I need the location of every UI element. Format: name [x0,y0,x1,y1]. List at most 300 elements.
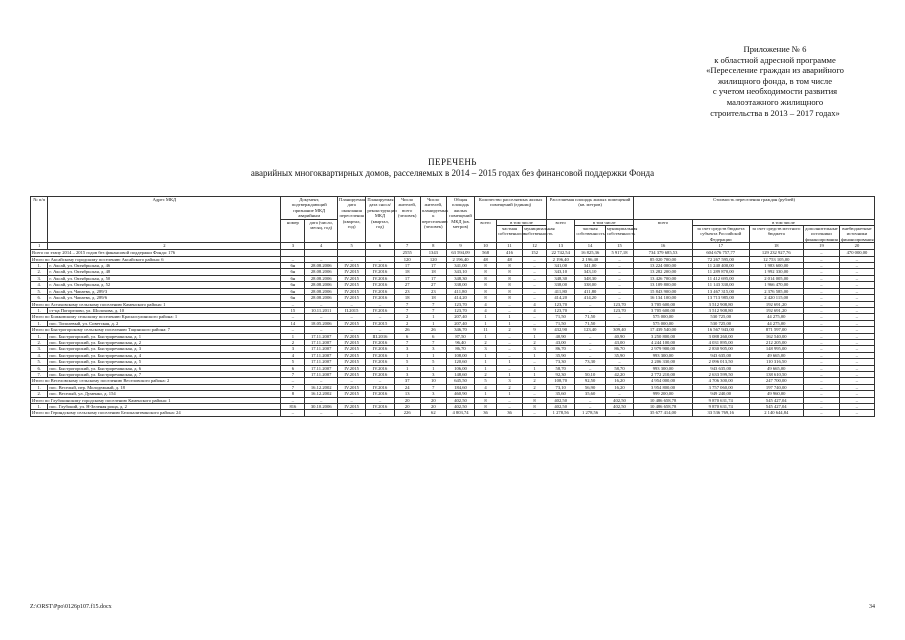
table-cell: 17.11.2007 [305,339,338,345]
table-cell: 15 [281,307,305,313]
table-cell: 7 [420,384,446,390]
table-cell: 6н [281,263,305,269]
table-cell: 402,50 [446,404,474,410]
col-header-document: Документ, подтверждающий признание МКД аварийным [281,197,338,220]
col-header-plan-demolition: Планируемая дата сноса/реконструкции МКД (квартал, год) [366,197,394,243]
table-cell: 13 467 315,00 [692,288,749,294]
table-cell: 4 [475,301,497,307]
table-cell: 18 [420,269,446,275]
table-cell: 8 [475,397,497,403]
table-cell: 6н [281,275,305,281]
table-cell: 993 300,00 [634,352,693,358]
table-cell: 3 [420,391,446,397]
table-cell: 1 [475,365,497,371]
table-cell: 9 870 631,74 [692,397,749,403]
table-cell: IV.2016 [366,282,394,288]
table-cell: пос. Быстрогорский, ул. Быстроречинская, д. 3 [48,346,281,352]
table-cell: 4 031 895,00 [692,339,749,345]
column-number: 11 [496,243,522,250]
table-cell: 120 [420,256,446,262]
table-cell: 470 000,00 [839,250,874,256]
table-cell: 3 [420,346,446,352]
table-cell: IV.2016 [366,391,394,397]
table-cell: 7 [420,339,446,345]
table-cell: 16 825,36 [575,250,605,256]
table-cell: 11 [475,327,497,333]
column-number: 13 [547,243,575,250]
table-cell: 207,40 [446,320,474,326]
table-cell: 11 240 400,00 [692,263,749,269]
table-cell: – [575,397,605,403]
table-cell: 6н [281,282,305,288]
table-cell: 87,50 [446,333,474,339]
table-cell: 3. [31,275,48,281]
column-number: 15 [605,243,633,250]
table-cell: 414,20 [575,295,605,301]
table-cell: – [366,327,394,333]
table-cell: 24 [394,384,420,390]
subtotal-label: Итого по Веселовскому сельскому поселению Веселовского района: 2 [31,378,281,384]
table-cell: III.2016 [366,333,394,339]
table-cell: – [803,275,839,281]
column-number: 5 [338,243,366,250]
table-cell: ст-ца Погорелово, ул. Шолохова, д. 10 [48,307,281,313]
table-cell: 28.08.2006 [305,263,338,269]
table-cell: 8 [475,263,497,269]
table-cell: 226 [394,410,420,416]
table-cell: 460,90 [446,391,474,397]
col-header-address: Адрес МКД [48,197,281,243]
table-cell: 8 [496,269,522,275]
table-cell: 4 706 300,00 [692,378,749,384]
table-cell: – [839,378,874,384]
table-cell: 575 000,00 [634,314,693,320]
table-cell: пос. Тополевый, ул. Советская, д. 2 [48,320,281,326]
table-cell: 1 [496,371,522,377]
table-cell: – [305,301,338,307]
table-cell: – [803,397,839,403]
table-cell: 943 635,00 [692,352,749,358]
table-cell: – [803,346,839,352]
col-header-doc-date: дата (число, месяц, год) [305,219,338,243]
table-cell: пос. Быстрогорский, ул. Быстроречинская, д. 4 [48,352,281,358]
col-header-cost: Стоимость переселения граждан (рублей) [634,197,875,220]
table-cell: 3 757 060,00 [692,384,749,390]
col-header-cost-incl: в том числе [692,219,874,225]
table-cell: – [338,378,366,384]
table-cell: 16 567 943,00 [692,327,749,333]
table-cell: – [523,295,547,301]
table-cell: 3 [394,371,420,377]
table-cell: г. Аксай, ул. Октябрьская, д. 48 [48,269,281,275]
table-cell: 62 [420,410,446,416]
table-cell: 23 [394,288,420,294]
table-cell: 16,20 [605,384,633,390]
table-cell: 72 267 595,00 [692,256,749,262]
table-cell: 207,40 [446,314,474,320]
table-cell: 73,30 [575,359,605,365]
table-cell: 148,60 [446,371,474,377]
table-cell: 8 [496,282,522,288]
table-cell: 2 [523,378,547,384]
table-cell: 50,10 [575,371,605,377]
table-cell: 1 [523,352,547,358]
table-cell: 2 [475,371,497,377]
annex-line: малоэтажного жилищного [726,96,824,107]
table-cell: 3. [31,346,48,352]
table-cell: 96,40 [446,339,474,345]
table-cell: 6. [31,295,48,301]
table-cell: 13 109 800,00 [634,282,693,288]
column-number: 8 [420,243,446,250]
col-header-planned: Число жителей, планируемых к переселению (человек) [420,197,446,243]
table-cell: – [803,365,839,371]
table-cell: IV.2015 [338,371,366,377]
table-cell: – [523,410,547,416]
table-cell: 28.08.2006 [305,269,338,275]
table-cell: 123,40 [575,327,605,333]
table-cell: 35,90 [605,352,633,358]
table-cell: 1 [420,314,446,320]
table-cell: – [839,314,874,320]
col-header-number: № п/п [31,197,48,243]
table-cell: – [366,256,394,262]
table-cell: г. Аксай, ул. Октябрьская, д. 46 [48,263,281,269]
col-header-residents: Число жителей, всего (человек) [394,197,420,243]
table-cell: 402,50 [547,404,575,410]
table-cell: 3 [281,346,305,352]
table-cell: – [496,352,522,358]
table-cell: – [605,410,633,416]
table-cell: – [523,314,547,320]
table-cell: 1 [475,314,497,320]
table-cell: 5 [475,378,497,384]
table-cell: 120,60 [446,359,474,365]
col-header-qty-incl: в том числе [496,219,546,225]
table-cell: 8 [281,391,305,397]
table-cell: 16,20 [605,378,633,384]
column-number: 12 [523,243,547,250]
table-cell: IV.2015 [338,391,366,397]
table-cell: IV.2016 [366,346,394,352]
table-cell: пос. Веселый, пер. Молодежный, д. 18 [48,384,281,390]
table-cell: 13 282 200,00 [634,269,693,275]
table-cell: 44 275,00 [749,320,803,326]
table-cell: 2. [31,339,48,345]
table-cell: – [839,404,874,410]
table-cell: – [839,256,874,262]
table-cell: 432,90 [547,327,575,333]
annex-header [650,44,900,118]
table-cell: 33 536 769,16 [692,410,749,416]
table-cell: 1 [496,391,522,397]
table-cell: – [605,269,633,275]
table-cell: 28.08.2006 [305,282,338,288]
table-cell: 40,90 [547,333,575,339]
table-cell: 8 [475,269,497,275]
table-cell: 43,00 [547,339,575,345]
column-number: 6 [366,243,394,250]
table-cell: 1 [475,359,497,365]
table-cell: 49 665,00 [749,352,803,358]
table-cell: 343,10 [575,269,605,275]
table-cell: 6н [281,269,305,275]
column-number: 2 [48,243,281,250]
table-cell: г. Аксай, ул. Октябрьская, д. 52 [48,282,281,288]
table-cell: IV.2015 [338,269,366,275]
table-cell: 71,50 [575,320,605,326]
table-cell: 6 [420,333,446,339]
col-header-qty-private: частная собственность [496,226,522,243]
table-body [31,243,875,417]
table-cell: 10.11.2011 [305,307,338,313]
table-cell: 35,60 [575,391,605,397]
table-cell: 8 [475,275,497,281]
table-cell: 4 [281,352,305,358]
table-cell: – [575,301,605,307]
table-cell: 6н [281,288,305,294]
col-header-area: Общая площадь жилых помещений МКД (кв. метров) [446,197,474,243]
table-cell: IV.2016 [366,352,394,358]
table-cell: – [281,314,305,320]
table-cell: – [338,301,366,307]
table-cell: – [839,288,874,294]
table-cell: – [281,378,305,384]
table-cell: 3 705 600,00 [634,307,693,313]
table-cell: 17 [420,263,446,269]
table-cell: IV.2016 [366,307,394,313]
table-cell: пос. Быстрогорский, ул. Быстроречинская, д. 2 [48,339,281,345]
column-number: 3 [281,243,305,250]
table-cell: 28.08.2006 [305,295,338,301]
table-cell: 2 196,40 [547,256,575,262]
table-cell: 71,50 [575,314,605,320]
table-cell: 8 [475,288,497,294]
table-cell: 28.08.2006 [305,288,338,294]
col-header-plan-end: Планируемая дата окончания переселения (квартал, год) [338,197,366,243]
table-cell: 2 196,40 [446,256,474,262]
table-cell: 2 014 005,00 [749,275,803,281]
table-cell: 1 [420,365,446,371]
table-cell: 1 278,56 [575,410,605,416]
table-cell: 85 020 700,00 [634,256,693,262]
table-cell: 20 [394,397,420,403]
col-header-cost-extrabudget: внебюджетные источники финансирования [840,226,874,242]
subtotal-label: Итого по Гериндскому сельскому поселению Белокалитвинского района: 24 [31,410,281,416]
table-cell: 27 [394,282,420,288]
table-cell: 1 278,56 [547,410,575,416]
table-cell: – [605,282,633,288]
table-cell: 123,70 [446,307,474,313]
table-cell: 58,70 [547,365,575,371]
table-cell: 11 412 695,00 [692,275,749,281]
table-cell: 414,20 [547,295,575,301]
table-cell: 949 240,00 [692,391,749,397]
table-cell: – [366,314,394,320]
table-cell: – [523,391,547,397]
table-cell: IV.2015 [338,295,366,301]
table-cell: – [803,378,839,384]
table-cell: 10 486 658,78 [634,404,693,410]
table-cell: – [803,307,839,313]
table-cell: – [281,256,305,262]
table-cell: – [523,263,547,269]
table-cell: 4 [475,384,497,390]
table-cell: – [605,391,633,397]
table-cell: IV.2016 [366,384,394,390]
subtotal-label: Итого по Божковскому сельскому поселению Красносулинского района: 1 [31,314,281,320]
table-cell: 309,40 [605,327,633,333]
col-header-sq-municipal: муниципальная собственность [605,226,633,243]
table-cell: 8 [496,275,522,281]
column-numbers-row [31,243,875,250]
table-cell: 9 [523,327,547,333]
table-cell: 212 205,00 [749,339,803,345]
table-cell: 348,30 [575,275,605,281]
table-cell: 6 [281,365,305,371]
col-header-cost-total: всего [634,219,693,243]
table-cell: 86,70 [547,346,575,352]
table-cell: 192 691,20 [749,301,803,307]
subtotal-row [31,410,875,416]
table-cell: – [496,346,522,352]
table-cell: 5 [394,359,420,365]
table-cell: 106,00 [446,365,474,371]
table-cell: 17 439 540,00 [634,327,693,333]
table-cell: 43,00 [605,339,633,345]
table-cell: – [839,391,874,397]
table-cell: – [803,301,839,307]
table-cell: 411,80 [575,288,605,294]
table-cell: 14 [281,320,305,326]
table-cell: 48 [475,256,497,262]
column-number: 4 [305,243,338,250]
table-cell: 575 000,00 [634,320,693,326]
table-cell: – [803,263,839,269]
table-cell: 2 [496,384,522,390]
table-cell: 2555 [394,250,420,256]
table-cell: IV.2016 [366,371,394,377]
table-cell: 2 772 210,00 [634,371,693,377]
table-cell: 22 742,54 [547,250,575,256]
table-cell: IV.2016 [366,263,394,269]
table-cell: 129 232 927,76 [749,250,803,256]
table-cell: 138 610,50 [749,371,803,377]
table-cell: 123,70 [605,301,633,307]
table-cell: 8 [475,282,497,288]
table-cell: 49 665,00 [749,365,803,371]
table-cell: – [305,256,338,262]
table-cell: 40,90 [605,333,633,339]
table-cell: пос. Веселый, ул. Думенко, д. 154 [48,391,281,397]
table-cell: 402,50 [446,397,474,403]
table-cell: пос. Быстрогорский, ул. Быстроречинская, д. 6 [48,365,281,371]
table-cell: – [839,269,874,275]
table-cell: – [305,410,338,416]
table-cell: – [605,320,633,326]
table-cell: 1. [31,263,48,269]
table-cell: 3 512 908,80 [692,301,749,307]
table-cell: – [496,404,522,410]
table-cell: 343,10 [446,269,474,275]
table-cell: 346,70 [446,327,474,333]
table-cell: IV.2016 [366,359,394,365]
table-cell: 7 [420,301,446,307]
table-cell: – [839,339,874,345]
table-cell: 7 [394,301,420,307]
table-cell: пос. Быстрогорский, ул. Быстроречинская, д. 7 [48,371,281,377]
table-cell: II.2015 [338,307,366,313]
table-cell: 17.11.2007 [305,359,338,365]
table-cell: – [839,371,874,377]
col-header-cost-local: за счет средств местного бюджета [749,226,803,243]
table-cell: 3 [496,378,522,384]
table-cell: 17 [394,275,420,281]
table-cell: – [803,314,839,320]
table-cell: – [803,288,839,294]
table-cell: 338,00 [446,282,474,288]
table-cell: 1. [31,320,48,326]
document-title [0,157,905,179]
table-cell: 8 [496,263,522,269]
table-cell: – [305,327,338,333]
table-cell: 1 966 470,00 [749,282,803,288]
table-cell: – [496,307,522,313]
table-cell: IV.2015 [338,320,366,326]
table-cell: 4 [475,307,497,313]
table-cell: 1. [31,404,48,410]
table-cell: 63 594,09 [446,250,474,256]
table-cell: 8 [523,397,547,403]
table-cell: 1 [420,320,446,326]
table-cell: – [803,282,839,288]
table-cell: – [281,397,305,403]
table-cell: 1 [475,352,497,358]
column-number: 10 [475,243,497,250]
table-cell: 4 244 100,00 [634,339,693,345]
table-cell: – [839,295,874,301]
table-cell: 71,50 [547,314,575,320]
table-cell: 18 [394,295,420,301]
table-cell: 13 426 700,00 [634,275,693,281]
table-cell: 1 [475,391,497,397]
table-cell: 402,50 [605,397,633,403]
table-cell: 414,20 [446,295,474,301]
table-cell: 13 713 985,00 [692,295,749,301]
table-cell: 2. [31,269,48,275]
table-cell: – [803,269,839,275]
table-cell: 943 635,00 [692,365,749,371]
table-cell: – [839,365,874,371]
table-cell: – [803,320,839,326]
table-cell: 1343 [420,250,446,256]
table-cell: пос. Быстрогорский, ул. Быстроречинская, д. 1 [48,333,281,339]
table-cell: 56,90 [575,384,605,390]
table-cell: – [839,384,874,390]
col-header-sq-total: всего [547,219,575,243]
table-cell: – [575,307,605,313]
table-cell: – [803,384,839,390]
table-cell: 604 676 757,77 [692,250,749,256]
table-cell: 26 [394,327,420,333]
table-cell: 1 [420,352,446,358]
table-cell: 110 316,50 [749,359,803,365]
table-cell: – [605,314,633,320]
table-cell: – [575,365,605,371]
table-cell: – [839,410,874,416]
table-cell: – [338,256,366,262]
column-number: 1 [31,243,48,250]
